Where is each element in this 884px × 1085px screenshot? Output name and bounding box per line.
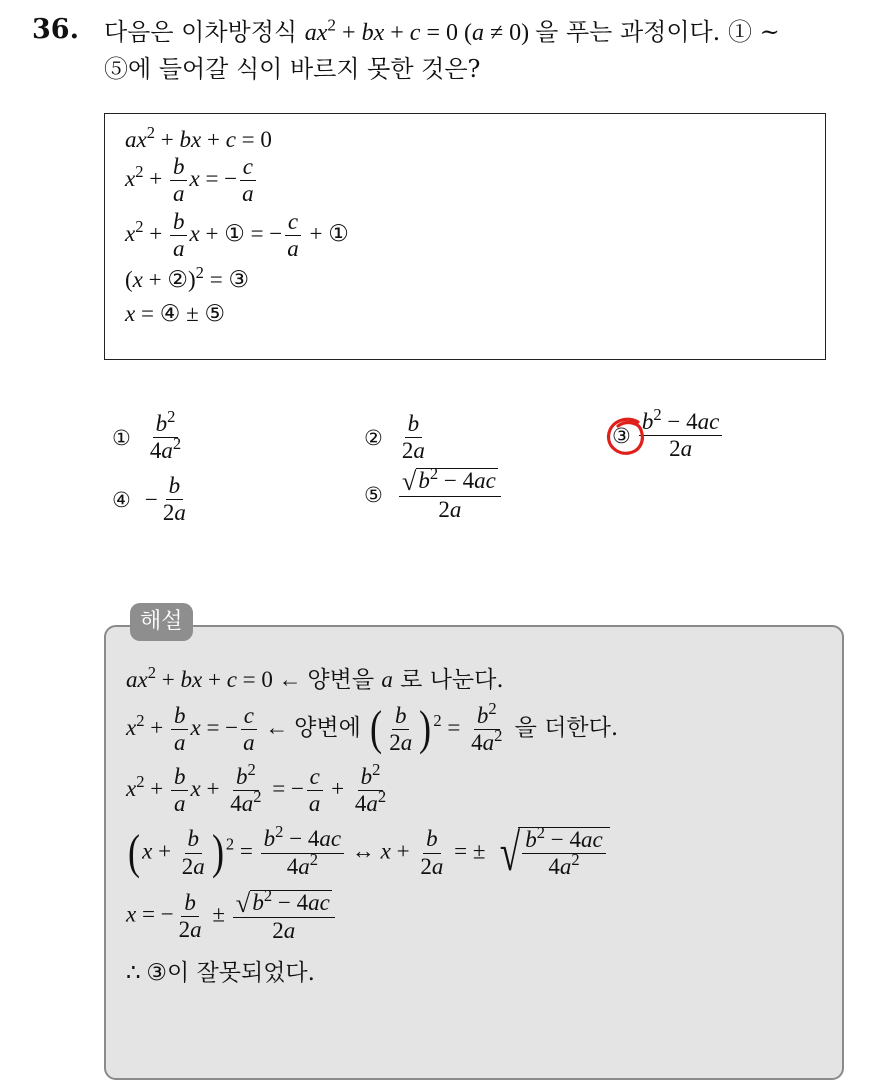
process-line-5: x = ④ ± ⑤: [125, 300, 226, 327]
question-text-part1: 다음은 이차방정식: [104, 18, 305, 46]
process-line-2: $x^2$ + $\frac{b}{a}$ x = − $\frac{c}{a}$: [125, 155, 825, 206]
question-text-line2: ⑤에 들어갈 식이 바르지 못한 것은?: [104, 55, 481, 83]
solution-box: [104, 625, 844, 1080]
choice-4-expr: $\frac{b}{2a}$: [162, 473, 186, 526]
choice-5-expr: √ $b^2 - 4ac$ 2a: [399, 468, 501, 522]
solution-line-5: x = − $\frac{b}{2a}$ ± √ $b^2 - 4ac$ 2a: [126, 889, 842, 943]
question-number: 36.: [32, 14, 79, 45]
choice-1-mark: ①: [112, 425, 131, 450]
question-text: 다음은 이차방정식 $ax^2$ + bx + c = 0 (a ≠ 0) 을 푸는 과정이다. ① ~ ⑤에 들어갈 식이 바르지 못한 것은?: [104, 15, 780, 83]
process-line-1: $ax^2$ + bx + c = 0: [125, 122, 272, 152]
choice-2[interactable]: [364, 412, 430, 463]
solution-conclusion: ∴ ③이 잘못되었다.: [126, 959, 315, 986]
solution-line-1: $ax^2$ + bx + c = 0 ← 양변을 a 로 나눈다.: [126, 662, 504, 693]
process-box: [104, 113, 826, 360]
choice-3-mark: ③: [612, 423, 631, 448]
choice-4-mark: ④: [112, 487, 131, 512]
solution-tag: 해설: [130, 603, 193, 641]
selected-answer-circle-icon: [604, 414, 648, 458]
choice-3-expr: $\frac{b^2 - 4ac}{2a}$: [639, 410, 722, 461]
process-line-4: (x + ②)$^2$ = ③: [125, 262, 250, 293]
question-text-part2: 을 푸는 과정이다. ① ~: [535, 18, 780, 46]
process-line-3: $x^2$ + $\frac{b}{a}$ x + ① = − $\frac{c}{a}$ + ①: [125, 209, 349, 262]
solution-line-2: $x^2$ + $\frac{b}{a}$ x = − $\frac{c}{a}$ ← 양변에 ( $\frac{b}{2a}$ ) $^2$ = $\frac{b^2}{4a^2}$ 을 더한다.: [126, 698, 619, 756]
eq-a: ax: [304, 20, 328, 46]
choice-2-expr: $\frac{b}{2a}$: [401, 411, 425, 464]
choice-4[interactable]: ④ − $\frac{b}{2a}$: [112, 474, 191, 525]
solution-line-4: (x + $\frac{b}{2a}$ ) $^2$ = $\frac{b^2 - 4ac}{4a^2}$ ↔ x + $\frac{b}{2a}$ = ± √ $\frac{b^2 - 4ac}{4a^2}$: [126, 827, 842, 880]
choice-5-mark: ⑤: [364, 483, 383, 508]
choice-5[interactable]: [364, 464, 503, 522]
solution-line-3: $x^2$ + $\frac{b}{a}$ x + $\frac{b^2}{4a^2}$ = − $\frac{c}{a}$ + $\frac{b^2}{4a^2}$: [126, 760, 387, 817]
choice-2-mark: ②: [364, 425, 383, 450]
choice-1-expr: $\frac{b^2}{4a^2}$: [149, 406, 182, 464]
choice-1[interactable]: [112, 406, 186, 464]
eq-rest: + bx + c = 0 (a ≠ 0): [336, 20, 536, 46]
